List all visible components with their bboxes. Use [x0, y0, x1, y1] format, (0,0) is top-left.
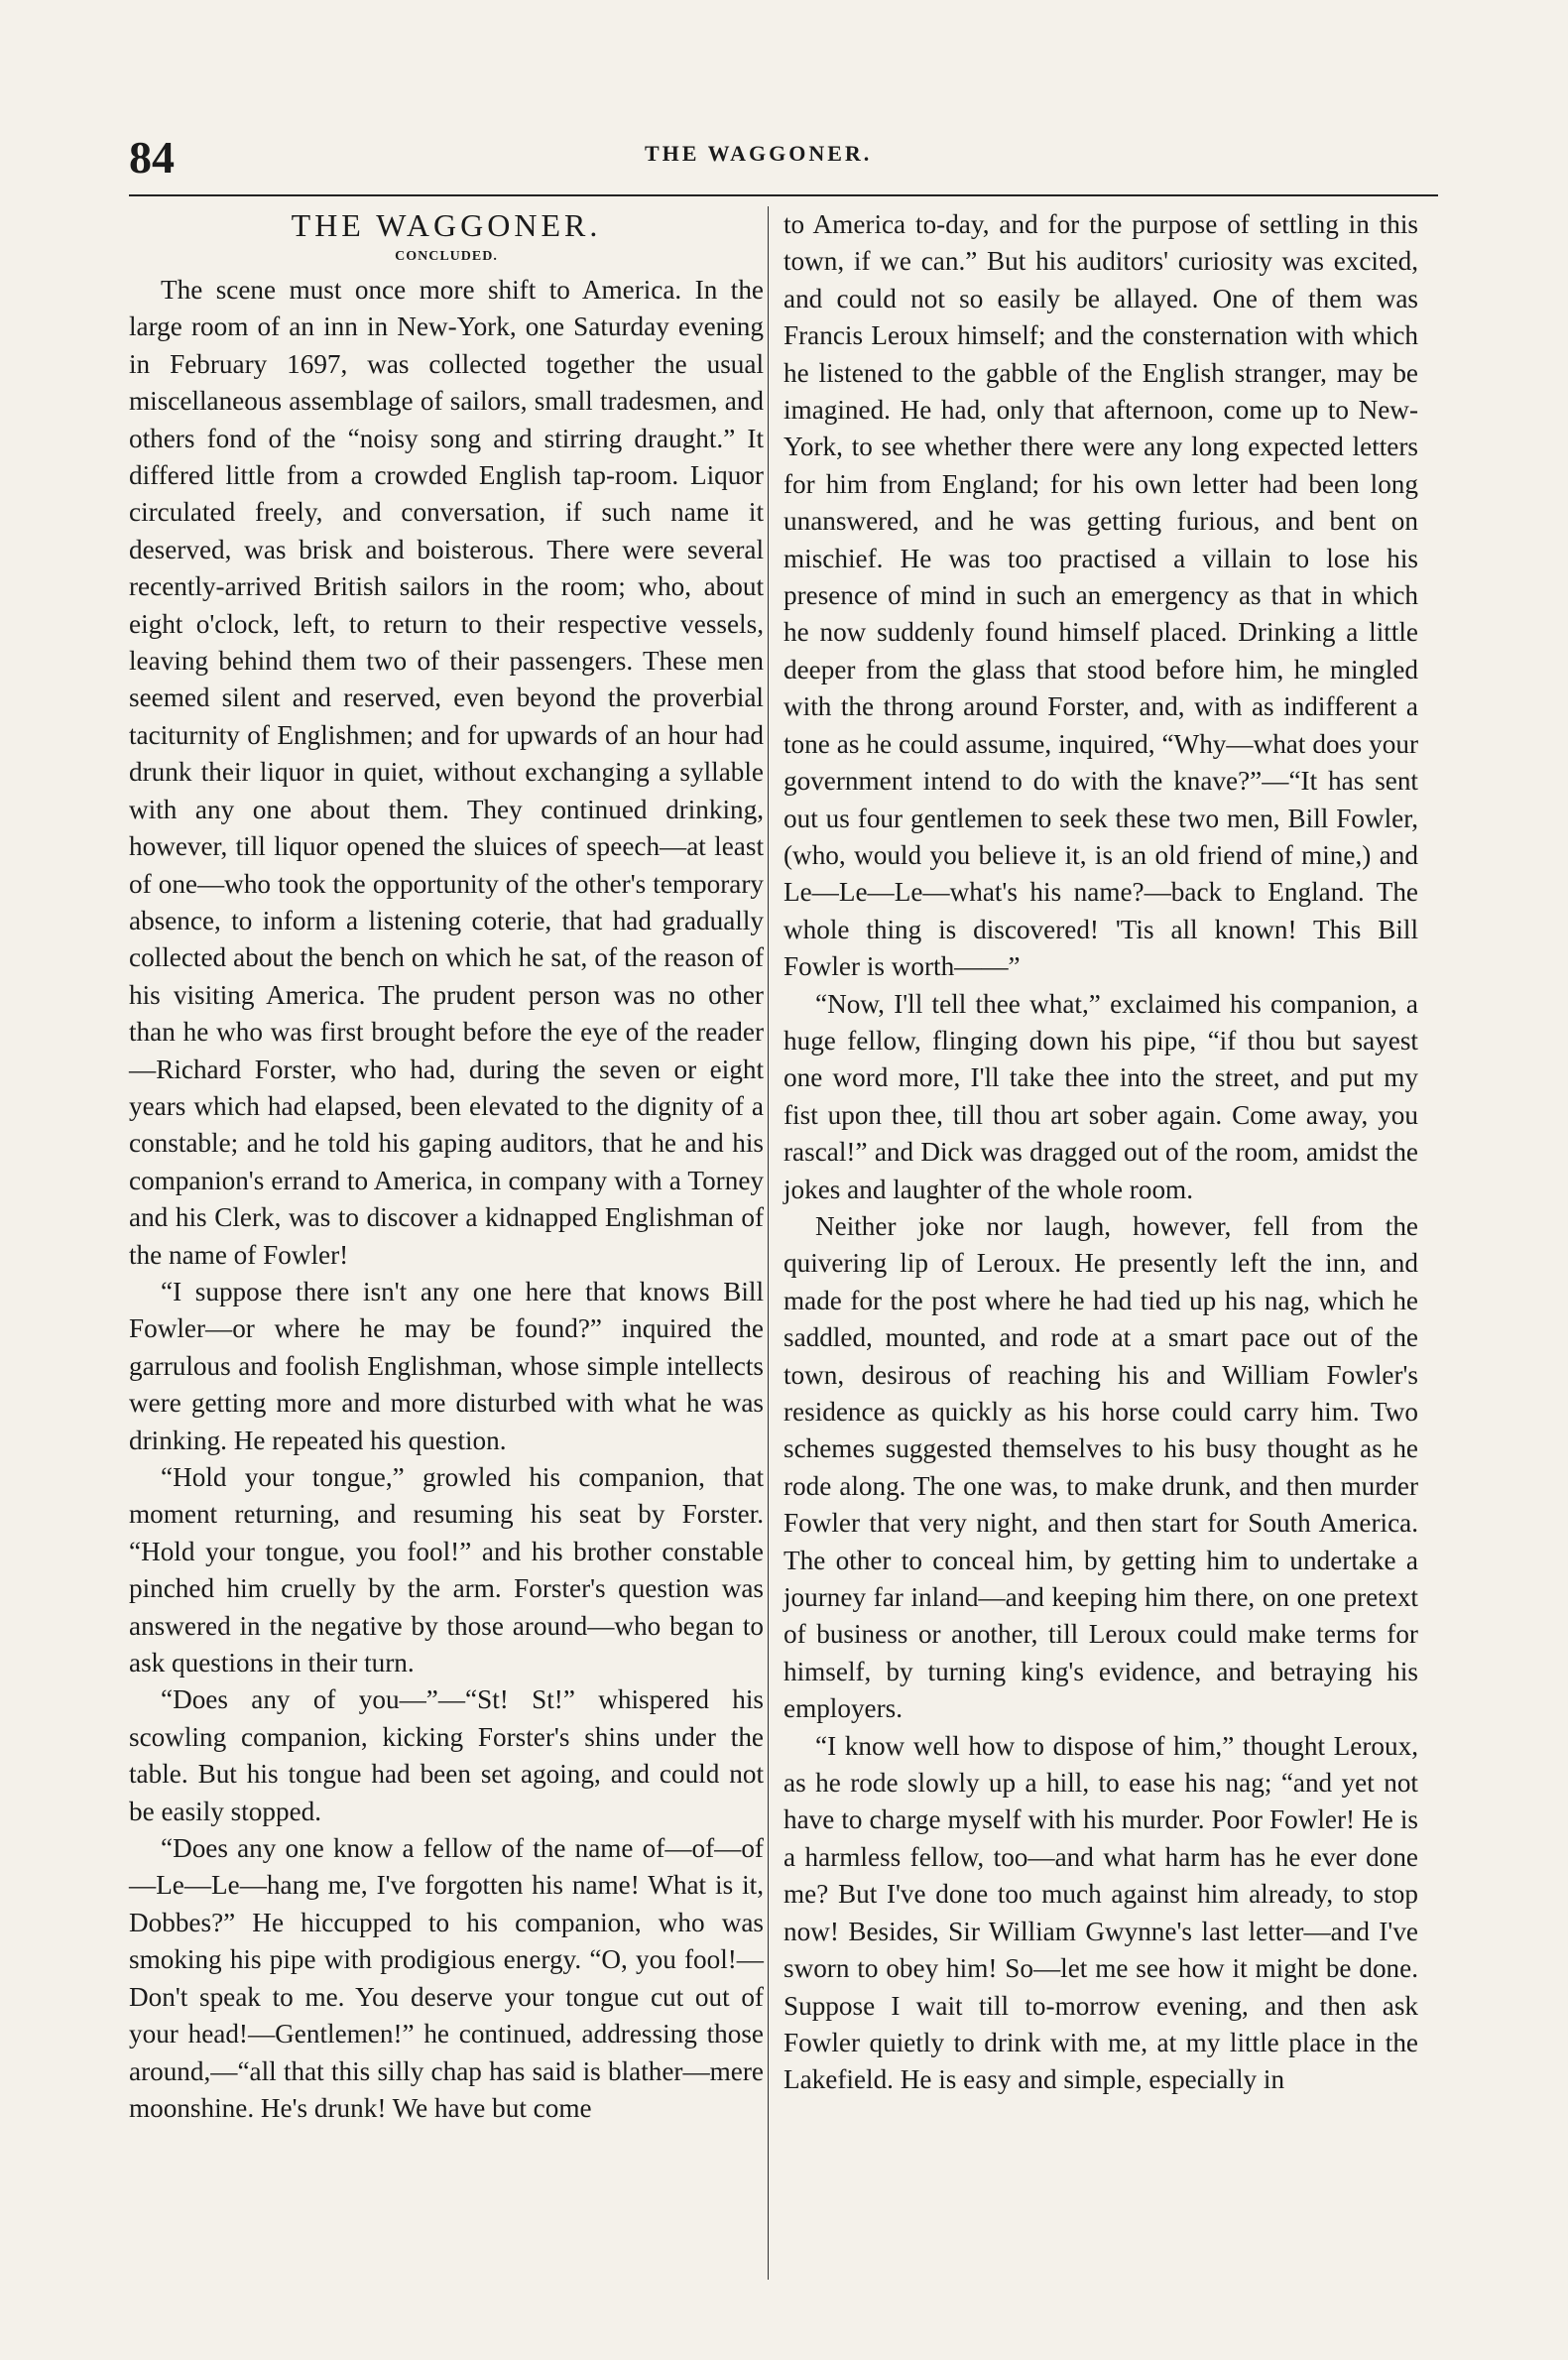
running-title: THE WAGGONER.: [645, 141, 873, 166]
paragraph: “Now, I'll tell thee what,” exclaimed his companion, a huge fellow, flinging down his pipe, “if thou but sayest one word more, I'll take thee into the street, and put my fist upon thee, till thou art sober again. Come away, you rascal!” and Dick was dragged out of the room, amidst the jokes and laughter of the whole room.: [784, 988, 1418, 1204]
running-head: [129, 131, 1438, 190]
header-rule: [129, 194, 1438, 196]
right-column: [784, 206, 1418, 2099]
page-number: 84: [129, 132, 175, 183]
paragraph: “Does any one know a fellow of the name of—of—of—Le—Le—hang me, I've forgotten his name! What is it, Dobbes?” He hiccupped to his companion, who was smoking his pipe with prodigious energy. “O, you fool!—Don't speak to me. You deserve your tongue cut out of your head!—Gentlemen!” he continued, addressing those around,—“all that this silly chap has said is blather—mere moonshine. He's drunk! We have but come: [129, 1833, 764, 2123]
paragraph: Neither joke nor laugh, however, fell from the quivering lip of Leroux. He presently left the inn, and made for the post where he had tied up his nag, which he saddled, mounted, and rode at a smart pace out of the town, desirous of reaching his and William Fowler's residence as quickly as his horse could carry him. Two schemes suggested themselves to his busy thought as he rode along. The one was, to make drunk, and then murder Fowler that very night, and then start for South America. The other to conceal him, by getting him to undertake a journey far inland—and keeping him there, on one pretext of business or another, till Leroux could make terms for himself, by turning king's evidence, and betraying his employers.: [784, 1210, 1418, 1724]
paragraph: “I know well how to dispose of him,” thought Leroux, as he rode slowly up a hill, to ease his nag; “and yet not have to charge myself with his murder. Poor Fowler! He is a harmless fellow, too—and what harm has he ever done me? But I've done too much against him already, to stop now! Besides, Sir William Gwynne's last letter—and I've sworn to obey him! So—let me see how it might be done. Suppose I wait till to-morrow evening, and then ask Fowler quietly to drink with me, at my little place in the Lakefield. He is easy and simple, especially in: [784, 1730, 1418, 2095]
paragraph: to America to-day, and for the purpose of settling in this town, if we can.” But his auditors' curiosity was excited, and could not so easily be allayed. One of them was Francis Leroux himself; and the consternation with which he listened to the gabble of the English stranger, may be imagined. He had, only that afternoon, come up to New-York, to see whether there were any long expected letters for him from England; for his own letter had been long unanswered, and he was getting furious, and bent on mischief. He was too practised a villain to lose his presence of mind in such an emergency as that in which he now suddenly found himself placed. Drinking a little deeper from the glass that stood before him, he mingled with the throng around Forster, and, with as indifferent a tone as he could assume, inquired, “Why—what does your government intend to do with the knave?”—“It has sent out us four gentlemen to seek these two men, Bill Fowler, (who, would you believe it, is an old friend of mine,) and Le—Le—Le—what's his name?—back to England. The whole thing is discovered! 'Tis all known! This Bill Fowler is worth——”: [784, 209, 1418, 982]
paragraph: “Hold your tongue,” growled his companion, that moment returning, and resuming his seat by Forster. “Hold your tongue, you fool!” and his brother constable pinched him cruelly by the arm. Forster's question was answered in the negative by those around—who began to ask questions in their turn.: [129, 1462, 764, 1678]
paragraph: “I suppose there isn't any one here that knows Bill Fowler—or where he may be found?” inquired the garrulous and foolish Englishman, whose simple intellects were getting more and more disturbed with what he was drinking. He repeated his question.: [129, 1276, 764, 1455]
column-divider: [768, 206, 769, 2280]
left-column: [129, 206, 764, 2127]
paragraph: “Does any of you—”—“St! St!” whispered his scowling companion, kicking Forster's shins under the table. But his tongue had been set agoing, and could not be easily stopped.: [129, 1684, 764, 1826]
article-title: THE WAGGONER.: [291, 207, 602, 243]
paragraph: The scene must once more shift to America. In the large room of an inn in New-York, one Saturday evening in February 1697, was collected together the usual miscellaneous assemblage of sailors, small tradesmen, and others fond of the “noisy song and stirring draught.” It differed little from a crowded English tap-room. Liquor circulated freely, and conversation, if such name it deserved, was brisk and boisterous. There were several recently-arrived British sailors in the room; who, about eight o'clock, left, to return to their respective vessels, leaving behind them two of their passengers. These men seemed silent and reserved, even beyond the proverbial taciturnity of Englishmen; and for upwards of an hour had drunk their liquor in quiet, without exchanging a syllable with any one about them. They continued drinking, however, till liquor opened the sluices of speech—at least of one—who took the opportunity of the other's temporary absence, to inform a listening coterie, that had gradually collected about the bench on which he sat, of the reason of his visiting America. The prudent person was no other than he who was first brought before the eye of the reader—Richard Forster, who had, during the seven or eight years which had elapsed, been elevated to the dignity of a constable; and he told his gaping auditors, that he and his companion's errand to America, in company with a Torney and his Clerk, was to discover a kidnapped Englishman of the name of Fowler!: [129, 275, 764, 1270]
article-subtitle: CONCLUDED.: [395, 249, 498, 264]
